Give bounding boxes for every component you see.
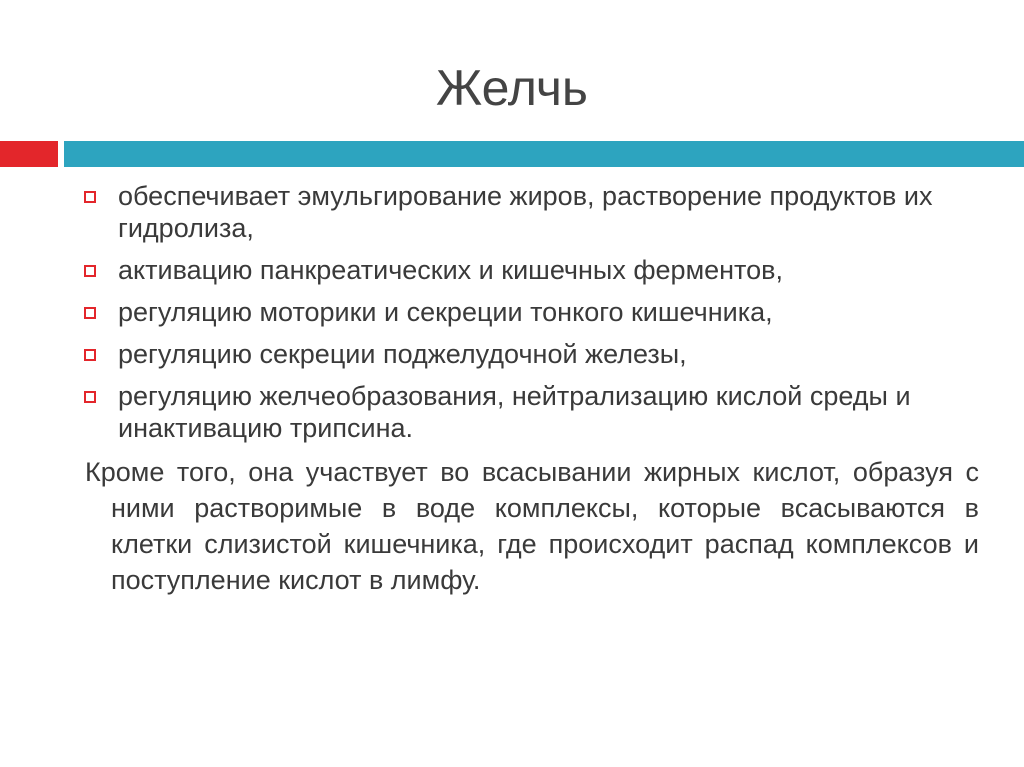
bullet-text: регуляцию моторики и секреции тонкого кишечника, [118,297,773,327]
square-bullet-icon [84,307,96,319]
bullet-text: обеспечивает эмульгирование жиров, растворение продуктов их гидролиза, [118,181,933,243]
slide-title: Желчь [436,60,588,116]
bullet-text: регуляцию секреции поджелудочной железы, [118,339,687,369]
bullet-list [78,180,978,444]
bullet-item [78,254,978,286]
bullet-text: регуляцию желчеобразования, нейтрализацию кислой среды и инактивацию трипсина. [118,381,911,443]
square-bullet-icon [84,265,96,277]
square-bullet-icon [84,391,96,403]
bullet-text: активацию панкреатических и кишечных ферментов, [118,255,783,285]
bullet-item [78,296,978,328]
accent-bar-blue [64,141,1024,167]
square-bullet-icon [84,191,96,203]
slide-content [78,180,978,598]
bullet-item [78,338,978,370]
bullet-item [78,380,978,444]
body-paragraph: Кроме того, она участвует во всасывании жирных кислот, образуя с ними растворимые в воде комплексы, которые всасываются в клетки слизистой кишечника, где происходит распад комплексов и поступление кислот в лимфу. [85,457,979,595]
accent-bar-red [0,141,58,167]
bullet-item [78,180,978,244]
square-bullet-icon [84,349,96,361]
